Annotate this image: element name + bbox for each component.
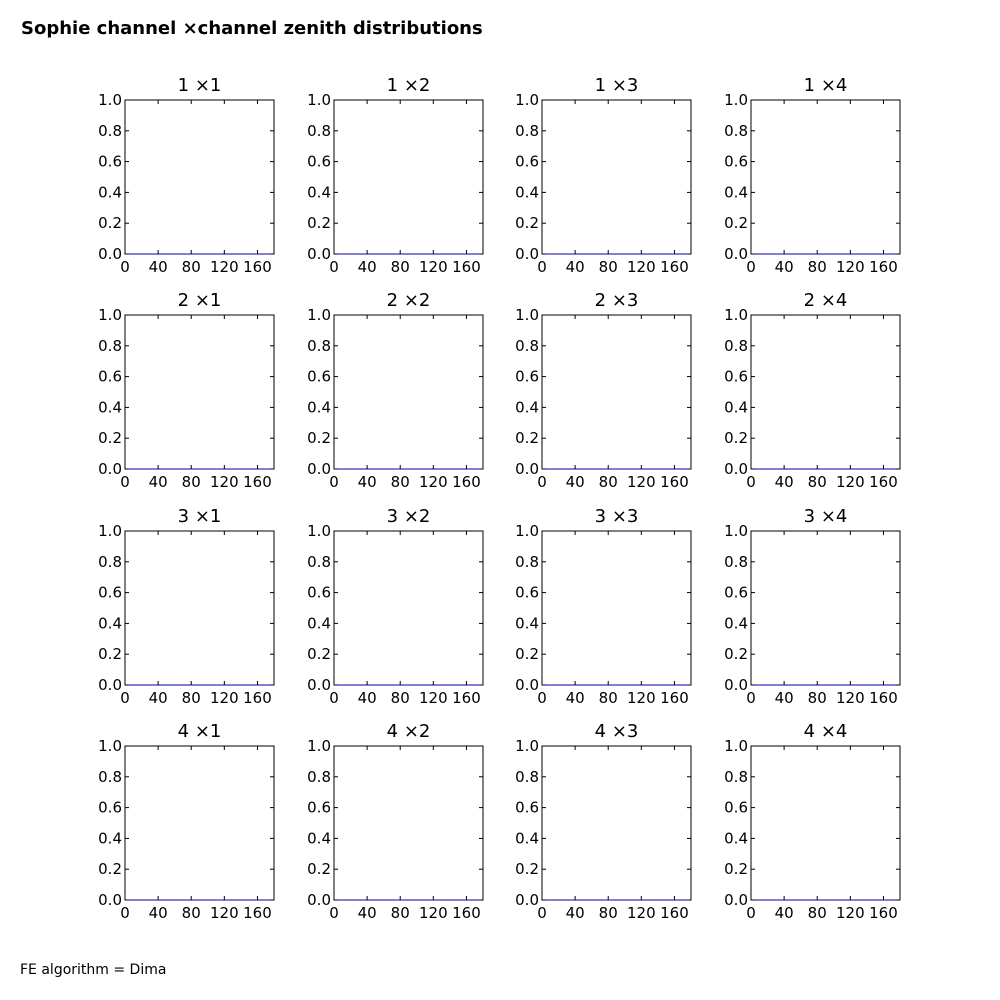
x-tick-label: 160 [243, 689, 272, 707]
x-tick-label: 80 [390, 258, 410, 276]
y-tick-label: 0.2 [307, 214, 331, 233]
x-tick-label: 120 [210, 689, 239, 707]
panel-title: 2 ×1 [177, 290, 222, 311]
y-tick-label: 0.6 [307, 798, 331, 817]
x-tick-label: 120 [419, 473, 448, 491]
x-tick-label: 80 [181, 689, 201, 707]
y-tick-label: 1.0 [307, 522, 331, 540]
x-tick-label: 40 [774, 258, 794, 276]
y-tick-label: 0.6 [98, 583, 122, 602]
x-tick-label: 120 [419, 904, 448, 922]
axes-frame [542, 531, 691, 685]
y-tick-label: 0.4 [724, 614, 748, 633]
panel-title: 1 ×4 [803, 75, 848, 96]
x-tick-label: 80 [598, 473, 618, 491]
y-tick-label: 0.2 [724, 645, 748, 664]
subplot-panel [307, 75, 483, 276]
x-tick-label: 160 [869, 904, 898, 922]
subplot-panel [98, 75, 274, 276]
x-tick-label: 0 [537, 904, 547, 922]
y-tick-label: 0.8 [307, 336, 331, 355]
x-tick-label: 0 [329, 473, 339, 491]
y-tick-label: 0.8 [724, 552, 748, 571]
y-tick-label: 0.0 [515, 245, 539, 263]
y-tick-label: 0.0 [307, 891, 331, 909]
x-tick-label: 80 [181, 258, 201, 276]
y-tick-label: 0.2 [724, 860, 748, 879]
y-tick-label: 0.4 [724, 398, 748, 417]
y-tick-label: 1.0 [515, 306, 539, 324]
x-tick-label: 160 [869, 258, 898, 276]
x-tick-label: 40 [357, 904, 377, 922]
y-tick-label: 0.4 [307, 614, 331, 633]
x-tick-label: 40 [565, 689, 585, 707]
y-tick-label: 0.8 [98, 552, 122, 571]
y-tick-label: 0.2 [724, 429, 748, 448]
x-tick-label: 120 [627, 904, 656, 922]
x-tick-label: 80 [807, 904, 827, 922]
y-tick-label: 1.0 [98, 91, 122, 109]
y-tick-label: 0.4 [724, 183, 748, 202]
y-tick-label: 0.6 [724, 798, 748, 817]
x-tick-label: 160 [660, 258, 689, 276]
x-tick-label: 80 [807, 258, 827, 276]
y-tick-label: 0.6 [515, 583, 539, 602]
subplot-panel [724, 721, 900, 922]
figure-title: Sophie channel ×channel zenith distributions [21, 18, 483, 39]
x-tick-label: 120 [836, 904, 865, 922]
x-tick-label: 160 [452, 258, 481, 276]
panel-title: 4 ×1 [177, 721, 222, 742]
y-tick-label: 0.4 [98, 398, 122, 417]
x-tick-label: 80 [807, 689, 827, 707]
x-tick-label: 80 [598, 689, 618, 707]
axes-frame [334, 531, 483, 685]
x-tick-label: 40 [774, 689, 794, 707]
panel-title: 2 ×2 [386, 290, 431, 311]
x-tick-label: 40 [148, 258, 168, 276]
y-tick-label: 0.2 [98, 645, 122, 664]
x-tick-label: 80 [390, 473, 410, 491]
x-tick-label: 0 [329, 904, 339, 922]
panel-title: 3 ×2 [386, 506, 431, 527]
x-tick-label: 120 [210, 258, 239, 276]
y-tick-label: 0.0 [98, 460, 122, 478]
x-tick-label: 0 [746, 689, 756, 707]
x-tick-label: 80 [181, 904, 201, 922]
subplot-panel [307, 506, 483, 707]
x-tick-label: 120 [419, 258, 448, 276]
axes-frame [751, 100, 900, 254]
y-tick-label: 0.0 [98, 245, 122, 263]
axes-frame [125, 100, 274, 254]
x-tick-label: 160 [243, 473, 272, 491]
y-tick-label: 0.4 [307, 829, 331, 848]
panel-title: 3 ×1 [177, 506, 222, 527]
x-tick-label: 40 [565, 904, 585, 922]
axes-frame [751, 746, 900, 900]
subplot-panel [98, 506, 274, 707]
y-tick-label: 1.0 [724, 522, 748, 540]
y-tick-label: 0.0 [307, 676, 331, 694]
y-tick-label: 0.6 [515, 367, 539, 386]
x-tick-label: 120 [836, 689, 865, 707]
x-tick-label: 0 [120, 689, 130, 707]
axes-frame [125, 746, 274, 900]
y-tick-label: 0.0 [307, 245, 331, 263]
y-tick-label: 0.4 [307, 183, 331, 202]
y-tick-label: 1.0 [98, 306, 122, 324]
y-tick-label: 0.0 [724, 460, 748, 478]
y-tick-label: 0.6 [307, 367, 331, 386]
panel-title: 4 ×2 [386, 721, 431, 742]
subplot-panel [515, 721, 691, 922]
subplot-panel [515, 290, 691, 491]
y-tick-label: 0.8 [307, 552, 331, 571]
y-tick-label: 0.6 [98, 367, 122, 386]
x-tick-label: 80 [598, 904, 618, 922]
x-tick-label: 160 [660, 689, 689, 707]
y-tick-label: 0.4 [515, 398, 539, 417]
y-tick-label: 0.6 [307, 583, 331, 602]
x-tick-label: 120 [210, 904, 239, 922]
y-tick-label: 1.0 [98, 522, 122, 540]
y-tick-label: 1.0 [724, 91, 748, 109]
x-tick-label: 0 [746, 473, 756, 491]
axes-frame [125, 315, 274, 469]
y-tick-label: 0.4 [515, 829, 539, 848]
x-tick-label: 120 [627, 689, 656, 707]
panel-title: 3 ×3 [594, 506, 639, 527]
x-tick-label: 160 [243, 904, 272, 922]
y-tick-label: 0.4 [98, 614, 122, 633]
x-tick-label: 80 [807, 473, 827, 491]
y-tick-label: 0.0 [515, 460, 539, 478]
y-tick-label: 1.0 [307, 737, 331, 755]
x-tick-label: 0 [537, 258, 547, 276]
x-tick-label: 0 [746, 904, 756, 922]
subplot-panel [724, 75, 900, 276]
y-tick-label: 0.2 [307, 429, 331, 448]
subplot-panel [515, 75, 691, 276]
y-tick-label: 0.2 [98, 860, 122, 879]
panel-title: 1 ×2 [386, 75, 431, 96]
y-tick-label: 0.4 [515, 614, 539, 633]
x-tick-label: 40 [148, 904, 168, 922]
y-tick-label: 0.4 [98, 829, 122, 848]
x-tick-label: 160 [452, 904, 481, 922]
axes-frame [542, 100, 691, 254]
x-tick-label: 120 [210, 473, 239, 491]
panel-title: 2 ×4 [803, 290, 848, 311]
y-tick-label: 0.8 [724, 121, 748, 140]
y-tick-label: 0.2 [515, 860, 539, 879]
axes-frame [751, 531, 900, 685]
axes-frame [125, 531, 274, 685]
x-tick-label: 80 [390, 689, 410, 707]
panel-title: 4 ×3 [594, 721, 639, 742]
y-tick-label: 0.2 [98, 214, 122, 233]
x-tick-label: 40 [565, 258, 585, 276]
x-tick-label: 80 [181, 473, 201, 491]
y-tick-label: 0.6 [724, 583, 748, 602]
x-tick-label: 160 [660, 473, 689, 491]
y-tick-label: 0.2 [724, 214, 748, 233]
axes-frame [542, 746, 691, 900]
y-tick-label: 0.8 [98, 121, 122, 140]
y-tick-label: 0.2 [98, 429, 122, 448]
y-tick-label: 0.0 [724, 245, 748, 263]
x-tick-label: 0 [120, 904, 130, 922]
x-tick-label: 40 [565, 473, 585, 491]
panel-title: 3 ×4 [803, 506, 848, 527]
y-tick-label: 1.0 [515, 91, 539, 109]
y-tick-label: 1.0 [515, 737, 539, 755]
x-tick-label: 160 [660, 904, 689, 922]
y-tick-label: 0.2 [515, 429, 539, 448]
x-tick-label: 40 [148, 689, 168, 707]
y-tick-label: 0.2 [515, 214, 539, 233]
x-tick-label: 0 [120, 473, 130, 491]
y-tick-label: 0.6 [724, 367, 748, 386]
x-tick-label: 0 [537, 689, 547, 707]
y-tick-label: 0.8 [515, 121, 539, 140]
y-tick-label: 0.8 [515, 552, 539, 571]
y-tick-label: 0.2 [307, 860, 331, 879]
axes-frame [334, 746, 483, 900]
x-tick-label: 0 [537, 473, 547, 491]
y-tick-label: 0.6 [724, 152, 748, 171]
subplot-panel [515, 506, 691, 707]
x-tick-label: 0 [329, 258, 339, 276]
panel-title: 1 ×3 [594, 75, 639, 96]
x-tick-label: 40 [774, 473, 794, 491]
y-tick-label: 0.0 [515, 891, 539, 909]
y-tick-label: 0.6 [515, 152, 539, 171]
y-tick-label: 0.8 [98, 767, 122, 786]
x-tick-label: 120 [836, 258, 865, 276]
x-tick-label: 120 [627, 258, 656, 276]
y-tick-label: 0.8 [724, 767, 748, 786]
y-tick-label: 1.0 [515, 522, 539, 540]
y-tick-label: 0.4 [515, 183, 539, 202]
x-tick-label: 40 [774, 904, 794, 922]
subplot-panel [724, 290, 900, 491]
y-tick-label: 0.0 [515, 676, 539, 694]
x-tick-label: 40 [357, 258, 377, 276]
y-tick-label: 0.0 [98, 676, 122, 694]
subplot-panel [98, 721, 274, 922]
y-tick-label: 0.8 [98, 336, 122, 355]
x-tick-label: 0 [120, 258, 130, 276]
y-tick-label: 0.0 [724, 676, 748, 694]
y-tick-label: 0.8 [307, 767, 331, 786]
y-tick-label: 0.4 [724, 829, 748, 848]
x-tick-label: 160 [452, 473, 481, 491]
x-tick-label: 160 [452, 689, 481, 707]
y-tick-label: 0.8 [515, 767, 539, 786]
axes-frame [334, 100, 483, 254]
x-tick-label: 160 [869, 689, 898, 707]
panel-title: 1 ×1 [177, 75, 222, 96]
x-tick-label: 0 [329, 689, 339, 707]
x-tick-label: 120 [627, 473, 656, 491]
y-tick-label: 0.6 [98, 152, 122, 171]
y-tick-label: 0.6 [515, 798, 539, 817]
y-tick-label: 0.2 [307, 645, 331, 664]
x-tick-label: 0 [746, 258, 756, 276]
axes-frame [542, 315, 691, 469]
y-tick-label: 0.8 [515, 336, 539, 355]
x-tick-label: 120 [836, 473, 865, 491]
y-tick-label: 0.0 [98, 891, 122, 909]
panel-title: 4 ×4 [803, 721, 848, 742]
y-tick-label: 1.0 [724, 737, 748, 755]
y-tick-label: 1.0 [98, 737, 122, 755]
y-tick-label: 0.2 [515, 645, 539, 664]
x-tick-label: 120 [419, 689, 448, 707]
y-tick-label: 1.0 [724, 306, 748, 324]
y-tick-label: 0.8 [724, 336, 748, 355]
y-tick-label: 0.6 [98, 798, 122, 817]
x-tick-label: 80 [598, 258, 618, 276]
y-tick-label: 0.6 [307, 152, 331, 171]
x-tick-label: 160 [869, 473, 898, 491]
x-tick-label: 40 [357, 689, 377, 707]
subplot-panel [307, 721, 483, 922]
x-tick-label: 40 [148, 473, 168, 491]
y-tick-label: 1.0 [307, 91, 331, 109]
x-tick-label: 160 [243, 258, 272, 276]
axes-frame [751, 315, 900, 469]
axes-frame [334, 315, 483, 469]
y-tick-label: 1.0 [307, 306, 331, 324]
panel-title: 2 ×3 [594, 290, 639, 311]
y-tick-label: 0.8 [307, 121, 331, 140]
y-tick-label: 0.0 [307, 460, 331, 478]
x-tick-label: 80 [390, 904, 410, 922]
footnote: FE algorithm = Dima [20, 962, 167, 978]
y-tick-label: 0.4 [98, 183, 122, 202]
subplot-panel [98, 290, 274, 491]
x-tick-label: 40 [357, 473, 377, 491]
subplot-panel [724, 506, 900, 707]
subplot-panel [307, 290, 483, 491]
y-tick-label: 0.4 [307, 398, 331, 417]
y-tick-label: 0.0 [724, 891, 748, 909]
